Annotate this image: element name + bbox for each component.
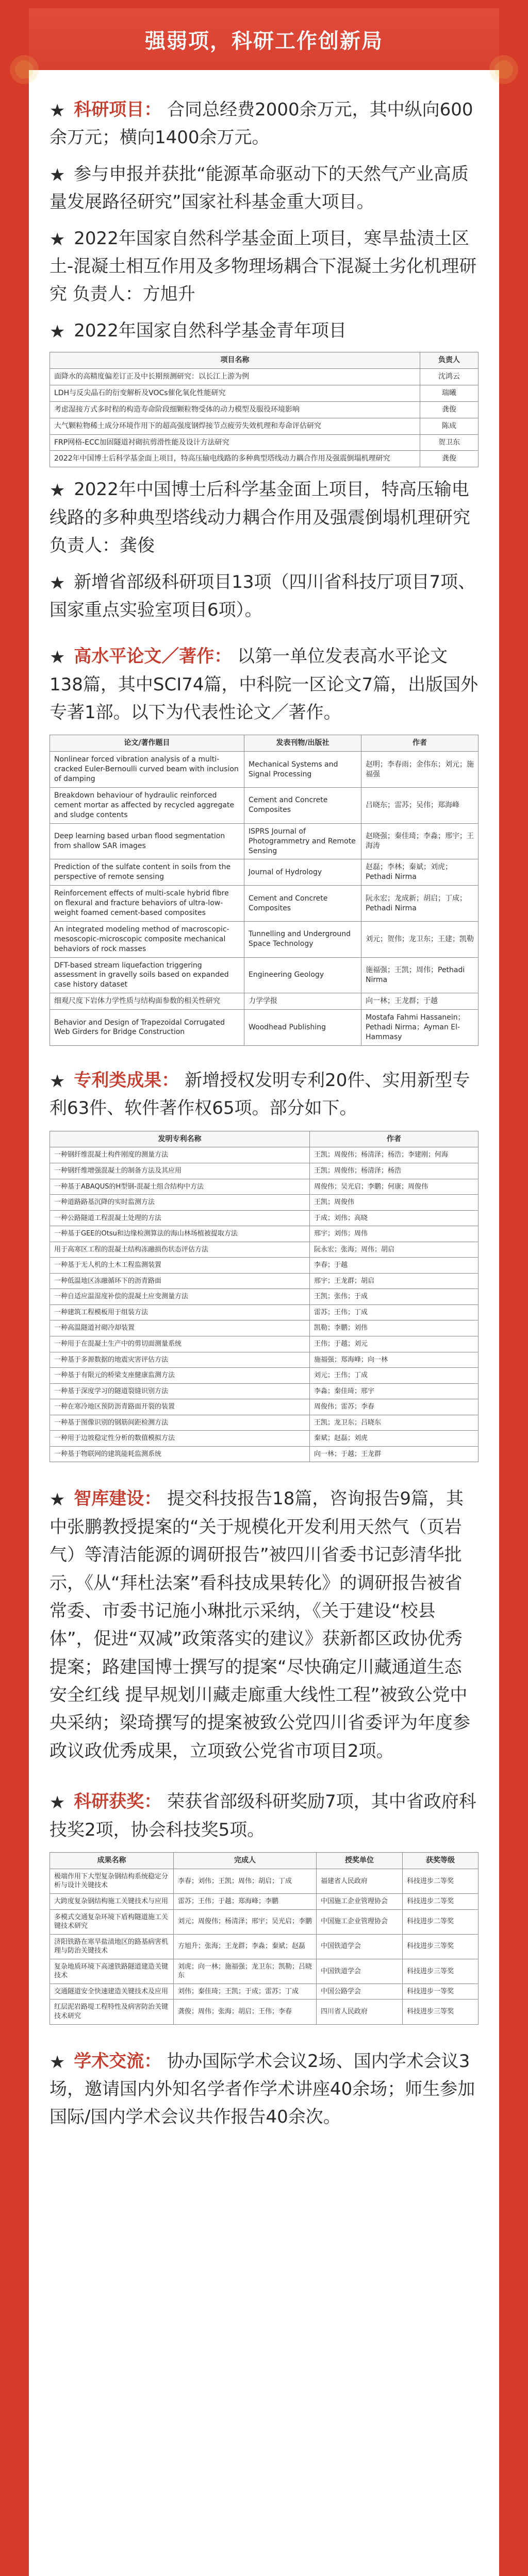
page-title: 强弱项，科研工作创新局 bbox=[145, 29, 383, 53]
table-cell: 一种基于图像识别的钢筋间距检测方法 bbox=[50, 1415, 310, 1431]
table-row bbox=[50, 1984, 478, 1999]
table-cell: 阮永宏；张海；周伟；胡启 bbox=[310, 1242, 478, 1258]
table-cell: 一种低温地区冻融循环下的沥青路面 bbox=[50, 1273, 310, 1289]
table-row bbox=[50, 1383, 478, 1399]
table-cell: 一种用于边坡稳定性分析的数值模拟方法 bbox=[50, 1431, 310, 1447]
table-row bbox=[50, 921, 478, 957]
table-cell: 向一林；于越；王龙群 bbox=[310, 1446, 478, 1462]
star-icon: ★ bbox=[50, 572, 65, 594]
content bbox=[50, 96, 478, 2144]
table-row bbox=[50, 1399, 478, 1415]
academic-exchange-text: 协办国际学术会议2场、国内学术会议3场，邀请国内外知名学者作学术讲座40余场；师生参加国际/国内学术会议共作报告40余次。 bbox=[50, 2050, 475, 2128]
star-icon: ★ bbox=[50, 2052, 65, 2073]
section-think-tank bbox=[50, 1485, 478, 1765]
nsfc-general-project bbox=[50, 225, 478, 309]
table-cell: 一种基于无人机的土木工程监测装置 bbox=[50, 1258, 310, 1274]
table-cell: 大跨度复杂钢结构施工关键技术与应用 bbox=[50, 1894, 174, 1910]
table-cell: 施福强；郑海峰；向一林 bbox=[310, 1352, 478, 1368]
paper bbox=[29, 8, 499, 2576]
table-cell: 中国公路学会 bbox=[317, 1984, 403, 1999]
table-cell: 复杂地质环境下高速铁路隧道建造关键技术 bbox=[50, 1959, 174, 1984]
table-cell: 2022年中国博士后科学基金面上项目，特高压输电线路的多种典型塔线动力耦合作用及强震倒塌机理研究 bbox=[50, 451, 420, 467]
table-header: 项目名称 bbox=[50, 352, 420, 369]
table-cell: An integrated modeling method of macroscopic-mesoscopic-microscopic composite mechanical behaviors of rock masses bbox=[50, 921, 244, 957]
section-awards bbox=[50, 1788, 478, 2024]
star-icon: ★ bbox=[50, 647, 65, 668]
research-projects-heading: 科研项目： bbox=[74, 99, 162, 120]
spacer bbox=[50, 216, 478, 225]
table-row bbox=[50, 1320, 478, 1336]
table-row bbox=[50, 1195, 478, 1211]
table-cell: 王凯；龙卫东；吕晓东 bbox=[310, 1415, 478, 1431]
table-cell: 一种基于物联网的建筑能耗监测系统 bbox=[50, 1446, 310, 1462]
table-row bbox=[50, 1226, 478, 1242]
spacer bbox=[50, 309, 478, 317]
table-cell: Engineering Geology bbox=[244, 957, 361, 993]
table-cell: 一种公路隧道工程混凝土处理的方法 bbox=[50, 1210, 310, 1226]
think-tank-text-block bbox=[50, 1485, 478, 1765]
table-cell: 周俊伟；吴光启；李鹏；何康；周俊伟 bbox=[310, 1179, 478, 1195]
table-cell: 一种道路路基沉降的实时监测方法 bbox=[50, 1195, 310, 1211]
nsfc-youth-title bbox=[50, 317, 478, 345]
table-cell: 李淼；秦佳琦；邢宇 bbox=[310, 1383, 478, 1399]
table-cell: 考虑湿接方式多时程的构造寿命阶段细颗粒物受体的动力模型及服役环境影响 bbox=[50, 401, 420, 418]
table-cell: 力学学报 bbox=[244, 993, 361, 1010]
table-cell: 科技进步一等奖 bbox=[403, 1984, 478, 1999]
table-cell: 李春；刘伟；王凯；周伟；胡启；丁成 bbox=[174, 1869, 317, 1893]
table-row bbox=[50, 1258, 478, 1274]
table-cell: 王凯；周俊伟；杨清泽；杨浩；李建刚；何海 bbox=[310, 1147, 478, 1163]
table-cell: 交通隧道安全快速建造关键技术及应用 bbox=[50, 1984, 174, 1999]
table-cell: 济阳铁路在寒旱盐渍地区的路基病害机理与防治关键技术 bbox=[50, 1934, 174, 1959]
table-cell: FRP网格-ECC加固隧道衬砌抗剪滑性能及设计方法研究 bbox=[50, 434, 420, 451]
nsfc-general-project-text: 2022年国家自然科学基金面上项目，寒旱盐渍土区土-混凝土相互作用及多物理场耦合下混凝土劣化机理研究 负责人：方旭升 bbox=[50, 228, 477, 305]
table-header: 获奖等级 bbox=[403, 1853, 478, 1869]
table-cell: Mechanical Systems and Signal Processing bbox=[244, 752, 361, 788]
table-cell: 王凯；周俊伟；杨清泽；杨浩 bbox=[310, 1163, 478, 1179]
table-cell: 中国施工企业管理协会 bbox=[317, 1894, 403, 1910]
star-icon: ★ bbox=[50, 100, 65, 121]
table-cell: 一种自适应温湿度补偿的混凝土应变测量方法 bbox=[50, 1289, 310, 1305]
awards-table-wrap bbox=[50, 1852, 478, 2024]
table-cell: DFT-based stream liquefaction triggering assessment in gravelly soils based on expanded case history dataset bbox=[50, 957, 244, 993]
table-cell: 一种基于有限元的桥梁支座健康监测方法 bbox=[50, 1368, 310, 1384]
table-cell: 刘元；贺伟；龙卫东；王建；凯勒 bbox=[361, 921, 478, 957]
papers-table bbox=[50, 735, 478, 1045]
table-cell: 施福强；王凯；周伟；Pethadi Nirma bbox=[361, 957, 478, 993]
table-cell: 科技进步三等奖 bbox=[403, 1999, 478, 2024]
table-row bbox=[50, 859, 478, 886]
table-cell: 王凯；张伟；于成 bbox=[310, 1289, 478, 1305]
table-row bbox=[50, 451, 478, 467]
table-cell: Cement and Concrete Composites bbox=[244, 788, 361, 824]
academic-exchange-heading: 学术交流： bbox=[74, 2050, 162, 2072]
star-icon: ★ bbox=[50, 164, 65, 185]
table-row bbox=[50, 1010, 478, 1046]
table-header-row bbox=[50, 735, 478, 752]
table-row bbox=[50, 1934, 478, 1959]
table-row bbox=[50, 1368, 478, 1384]
table-cell: Reinforcement effects of multi-scale hybrid fibre on flexural and fracture behaviors of ultra-low-weight foamed cement-based composites bbox=[50, 886, 244, 922]
table-row bbox=[50, 886, 478, 922]
table-cell: Woodhead Publishing bbox=[244, 1010, 361, 1046]
table-cell: Deep learning based urban flood segmentation from shallow SAR images bbox=[50, 823, 244, 859]
table-cell: Prediction of the sulfate content in soils from the perspective of remote sensing bbox=[50, 859, 244, 886]
table-row bbox=[50, 993, 478, 1010]
awards-table bbox=[50, 1852, 478, 2024]
youth-project-table-wrap bbox=[50, 352, 478, 467]
table-row bbox=[50, 1210, 478, 1226]
table-cell: Tunnelling and Underground Space Technology bbox=[244, 921, 361, 957]
table-row bbox=[50, 1289, 478, 1305]
table-cell: 王伟；于越；刘元 bbox=[310, 1336, 478, 1352]
table-cell: ISPRS Journal of Photogrammetry and Remote Sensing bbox=[244, 823, 361, 859]
table-cell: 方旭升；张海；王龙群；李淼；秦斌；赵磊 bbox=[174, 1934, 317, 1959]
table-row bbox=[50, 1431, 478, 1447]
patents-intro bbox=[50, 1066, 478, 1123]
table-row bbox=[50, 957, 478, 993]
papers-intro-text: 以第一单位发表高水平论文138篇，其中SCI74篇，中科院一区论文7篇，出版国外专著1部。以下为代表性论文／著作。 bbox=[50, 646, 478, 723]
national-social-science-project bbox=[50, 160, 478, 216]
section-academic-exchange bbox=[50, 2047, 478, 2131]
research-projects-funding-text: 合同总经费2000余万元，其中纵向600余万元；横向1400余万元。 bbox=[50, 99, 473, 148]
star-icon: ★ bbox=[50, 229, 65, 250]
table-cell: 刘元；王伟；丁成 bbox=[310, 1368, 478, 1384]
table-header: 成果名称 bbox=[50, 1853, 174, 1869]
table-header: 发明专利名称 bbox=[50, 1131, 310, 1147]
star-icon: ★ bbox=[50, 1071, 65, 1092]
table-row bbox=[50, 1415, 478, 1431]
table-cell: 一种在寒冷地区预防沥青路面开裂的装置 bbox=[50, 1399, 310, 1415]
table-cell: 中国施工企业管理协会 bbox=[317, 1909, 403, 1934]
table-row bbox=[50, 1336, 478, 1352]
table-cell: 刘虎；向一林；施福强；龙卫东；凯勒；吕晓东 bbox=[174, 1959, 317, 1984]
header-banner bbox=[29, 8, 499, 70]
table-cell: 中国铁道学会 bbox=[317, 1934, 403, 1959]
table-row bbox=[50, 1179, 478, 1195]
table-row bbox=[50, 1446, 478, 1462]
table-cell: 刘伟；秦佳琦；王凯；于成；雷苏；丁成 bbox=[174, 1984, 317, 1999]
table-cell: 一种高温隧道衬砌冷却装置 bbox=[50, 1320, 310, 1336]
table-cell: 科技进步二等奖 bbox=[403, 1894, 478, 1910]
star-icon: ★ bbox=[50, 480, 65, 501]
table-row bbox=[50, 1273, 478, 1289]
research-projects-funding bbox=[50, 96, 478, 152]
academic-exchange-block bbox=[50, 2047, 478, 2131]
table-cell: 王凯；周俊伟 bbox=[310, 1195, 478, 1211]
table-cell: 陈成 bbox=[420, 418, 478, 434]
table-cell: LDH与反尖晶石的衍变解析及VOCs催化氧化性能研究 bbox=[50, 385, 420, 401]
table-row bbox=[50, 385, 478, 401]
table-cell: 极端作用下大型复杂钢结构系统稳定分析与设计关键技术 bbox=[50, 1869, 174, 1893]
table-cell: 一种钢纤维增强混凝土的制备方法及其应用 bbox=[50, 1163, 310, 1179]
spacer bbox=[50, 467, 478, 476]
table-cell: 一种钢纤维混凝土构件刚度的测量方法 bbox=[50, 1147, 310, 1163]
table-header: 发表刊物/出版社 bbox=[244, 735, 361, 752]
table-cell: 一种基于深度学习的隧道裂缝识别方法 bbox=[50, 1383, 310, 1399]
table-cell: 赵磊；李林；秦斌；刘虎；Pethadi Nirma bbox=[361, 859, 478, 886]
table-cell: 多模式交通复杂环境下盾构隧道施工关键技术研究 bbox=[50, 1909, 174, 1934]
table-cell: 细观尺度下岩体力学性质与结构面参数的相关性研究 bbox=[50, 993, 244, 1010]
table-cell: 科技进步二等奖 bbox=[403, 1869, 478, 1893]
patents-table bbox=[50, 1131, 478, 1463]
table-header: 论文/著作题目 bbox=[50, 735, 244, 752]
table-cell: 一种基于ABAQUS的H型钢-混凝土组合结构中方法 bbox=[50, 1179, 310, 1195]
table-row bbox=[50, 1909, 478, 1934]
section-patents bbox=[50, 1066, 478, 1463]
table-header: 作者 bbox=[310, 1131, 478, 1147]
table-row bbox=[50, 788, 478, 824]
section-research-projects bbox=[50, 96, 478, 624]
table-cell: 凯勒；李鹏；刘伟 bbox=[310, 1320, 478, 1336]
table-row bbox=[50, 1242, 478, 1258]
table-cell: 龚俊 bbox=[420, 451, 478, 467]
table-cell: 赵晓强；秦佳琦；李淼；邢宇；王海涛 bbox=[361, 823, 478, 859]
table-cell: 沈鸿云 bbox=[420, 369, 478, 385]
corner-ornament-top-left bbox=[7, 53, 41, 87]
table-cell: 红层泥岩路堤工程特性及病害防治关键技术研究 bbox=[50, 1999, 174, 2024]
table-cell: Nonlinear forced vibration analysis of a multi-cracked Euler-Bernoulli curved beam with inclusion of damping bbox=[50, 752, 244, 788]
table-row bbox=[50, 823, 478, 859]
awards-heading: 科研获奖： bbox=[74, 1791, 162, 1812]
table-row bbox=[50, 418, 478, 434]
table-cell: 贺卫东 bbox=[420, 434, 478, 451]
table-cell: 一种基于多源数据的地震灾害评估方法 bbox=[50, 1352, 310, 1368]
table-cell: 李春；于越 bbox=[310, 1258, 478, 1274]
table-cell: 一种用于在混凝土生产中的剪切面测量系统 bbox=[50, 1336, 310, 1352]
new-provincial-projects bbox=[50, 568, 478, 624]
spacer bbox=[50, 560, 478, 568]
table-cell: Cement and Concrete Composites bbox=[244, 886, 361, 922]
table-header: 负责人 bbox=[420, 352, 478, 369]
youth-project-table bbox=[50, 352, 478, 467]
patents-heading: 专利类成果： bbox=[74, 1070, 179, 1091]
table-cell: 一种建筑工程模板用于组装方法 bbox=[50, 1304, 310, 1320]
table-cell: 雷苏；王伟；于越；郑海峰；李鹏 bbox=[174, 1894, 317, 1910]
table-header: 完成人 bbox=[174, 1853, 317, 1869]
table-cell: 秦斌；赵磊；刘虎 bbox=[310, 1431, 478, 1447]
table-row bbox=[50, 1894, 478, 1910]
table-cell: 邢宇；王龙群；胡启 bbox=[310, 1273, 478, 1289]
table-header: 授奖单位 bbox=[317, 1853, 403, 1869]
table-row bbox=[50, 752, 478, 788]
table-row bbox=[50, 1959, 478, 1984]
table-cell: 刘元；周俊伟；杨清泽；邢宇；吴光启；李鹏 bbox=[174, 1909, 317, 1934]
new-provincial-projects-text: 新增省部级科研项目13项（四川省科技厅项目7项、国家重点实验室项目6项）。 bbox=[50, 571, 476, 620]
patents-table-wrap bbox=[50, 1131, 478, 1463]
table-cell: 龚俊；周伟；张海；胡启；王伟；李春 bbox=[174, 1999, 317, 2024]
table-header-row bbox=[50, 1131, 478, 1147]
awards-intro bbox=[50, 1788, 478, 1844]
table-cell: 一种基于GEE的Otsu和边缘检测算法的海山林场植被提取方法 bbox=[50, 1226, 310, 1242]
table-cell: 科技进步三等奖 bbox=[403, 1934, 478, 1959]
table-cell: Breakdown behaviour of hydraulic reinforced cement mortar as affected by recycled aggregate and sludge contents bbox=[50, 788, 244, 824]
table-header-row bbox=[50, 352, 478, 369]
table-cell: Journal of Hydrology bbox=[244, 859, 361, 886]
table-cell: 雷苏；王伟；丁成 bbox=[310, 1304, 478, 1320]
table-header-row bbox=[50, 1853, 478, 1869]
table-cell: 面降水的高精度偏差订正及中长期预测研究：以长江上游为例 bbox=[50, 369, 420, 385]
table-cell: 瑞曦 bbox=[420, 385, 478, 401]
table-cell: 四川省人民政府 bbox=[317, 1999, 403, 2024]
table-cell: 周俊伟；雷苏；李春 bbox=[310, 1399, 478, 1415]
table-cell: 向一林；王龙群；于越 bbox=[361, 993, 478, 1010]
table-row bbox=[50, 1147, 478, 1163]
table-cell: 龚俊 bbox=[420, 401, 478, 418]
table-cell: Behavior and Design of Trapezoidal Corrugated Web Girders for Bridge Construction bbox=[50, 1010, 244, 1046]
table-row bbox=[50, 369, 478, 385]
star-icon: ★ bbox=[50, 321, 65, 342]
table-cell: 吕晓东；雷苏；吴伟；郑海峰 bbox=[361, 788, 478, 824]
table-row bbox=[50, 434, 478, 451]
table-cell: 科技进步三等奖 bbox=[403, 1959, 478, 1984]
table-cell: 科技进步二等奖 bbox=[403, 1909, 478, 1934]
patents-intro-text: 新增授权发明专利20件、实用新型专利63件、软件著作权65项。部分如下。 bbox=[50, 1070, 470, 1119]
table-row bbox=[50, 1999, 478, 2024]
table-cell: 于成；刘伟；高晓 bbox=[310, 1210, 478, 1226]
corner-ornament-top-right bbox=[487, 53, 521, 87]
table-cell: Mostafa Fahmi Hassanein；Pethadi Nirma；Ayman El-Hammasy bbox=[361, 1010, 478, 1046]
table-row bbox=[50, 1869, 478, 1893]
table-row bbox=[50, 1352, 478, 1368]
nsfc-youth-title-text: 2022年国家自然科学基金青年项目 bbox=[74, 320, 346, 341]
table-cell: 大气颗粒物稀土成分环境作用下的超高强度钢焊接节点疲劳失效机理和寿命评估研究 bbox=[50, 418, 420, 434]
postdoc-project bbox=[50, 476, 478, 560]
awards-intro-text: 荣获省部级科研奖励7项，其中省政府科技奖2项，协会科技奖5项。 bbox=[50, 1791, 476, 1840]
table-cell: 阮永宏；龙成新；胡启；丁成；Pethadi Nirma bbox=[361, 886, 478, 922]
table-row bbox=[50, 1304, 478, 1320]
star-icon: ★ bbox=[50, 1489, 65, 1511]
national-social-science-project-text: 参与申报并获批“能源革命驱动下的天然气产业高质量发展路径研究”国家社科基金重大项目。 bbox=[50, 163, 469, 213]
think-tank-heading: 智库建设： bbox=[74, 1488, 162, 1510]
table-row bbox=[50, 1163, 478, 1179]
spacer bbox=[50, 152, 478, 160]
papers-table-wrap bbox=[50, 735, 478, 1045]
think-tank-text: 提交科技报告18篇，咨询报告9篇，其中张鹏教授提案的“关于规模化开发利用天然气（页岩气）等清洁能源的调研报告”被四川省委书记彭清华批示，《从“拜杜法案”看科技成果转化》的调研报告被省常委、市委书记施小琳批示采纳，《关于建设“校县体”，促进“双减”政策落实的建议》获新都区政协优秀提案；路建国博士撰写的提案“尽快确定川藏通道生态安全红线 提早规划川藏走廊重大线性工程”被致公党中央采纳；梁琦撰写的提案被致公党四川省委评为年度参政议政优秀成果，立项致公党省市项目2项。 bbox=[50, 1488, 470, 1761]
papers-heading: 高水平论文／著作： bbox=[74, 646, 232, 667]
table-header: 作者 bbox=[361, 735, 478, 752]
table-cell: 中国铁道学会 bbox=[317, 1959, 403, 1984]
table-row bbox=[50, 401, 478, 418]
star-icon: ★ bbox=[50, 1792, 65, 1814]
section-papers bbox=[50, 642, 478, 1045]
postdoc-project-text: 2022年中国博士后科学基金面上项目，特高压输电线路的多种典型塔线动力耦合作用及强震倒塌机理研究 负责人：龚俊 bbox=[50, 479, 470, 556]
table-cell: 赵明；李春雨；金伟东；刘元；施福强 bbox=[361, 752, 478, 788]
table-cell: 用于高寒区工程的混凝土结构冻融损伤状态评估方法 bbox=[50, 1242, 310, 1258]
table-cell: 福建省人民政府 bbox=[317, 1869, 403, 1893]
table-cell: 邢宇；刘伟；周伟 bbox=[310, 1226, 478, 1242]
papers-intro bbox=[50, 642, 478, 726]
